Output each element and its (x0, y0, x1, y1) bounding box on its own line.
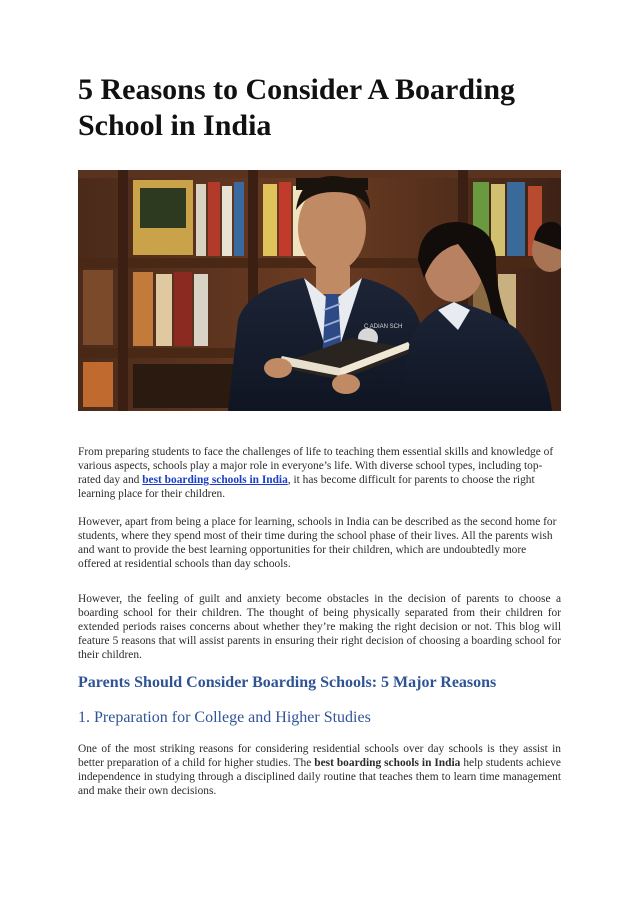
guilt-anxiety-paragraph: However, the feeling of guilt and anxiety become obstacles in the decision of parents to choose a boarding school for their children. The thought of being physically separated from their children for extended periods raises concerns about whether they’re making the right decision or not. This blog will feature 5 reasons that will assist parents in ensuring their right decision of choosing a boarding school for their children. (78, 593, 561, 661)
photo-illustration (78, 170, 561, 411)
intro-paragraph (78, 445, 561, 501)
second-home-paragraph: However, apart from being a place for learning, schools in India can be described as the second home for students, where they spend most of their time during the school phase of their lives. All the parents wish and want to provide the best learning opportunities for their children, which are undoubtedly more offered at residential schools than day schools. (78, 516, 557, 570)
reason-1-heading: 1. Preparation for College and Higher Studies (78, 709, 371, 726)
reason-1-bold-phrase: best boarding schools in India (314, 757, 461, 769)
best-boarding-schools-link[interactable]: best boarding schools in India (142, 474, 288, 486)
reason-1-paragraph (78, 742, 561, 798)
blazer-badge-text: C ADIAN SCH (364, 324, 403, 330)
page-title: 5 Reasons to Consider A Boarding School in India (78, 73, 516, 142)
students-reading-photo (78, 170, 561, 411)
section-heading: Parents Should Consider Boarding Schools: 5 Major Reasons (78, 674, 497, 691)
intro-text-start: From preparing students to face the challenges of life to teaching them essential skills and knowledge of various aspects, schools play a major role in everyone’s life. With diverse school types, including top-rated day and (78, 446, 554, 486)
intro-text-end: , it has become difficult for parents to choose the right learning place for their children. (78, 474, 535, 500)
reason-1-text-end: help students achieve independence in studying through a disciplined daily routine that teaches them to learn time management and make their own decisions. (78, 757, 561, 797)
reason-1-text-start: One of the most striking reasons for considering residential schools over day schools is they assist in better preparation of a child for higher studies. The (78, 743, 561, 769)
